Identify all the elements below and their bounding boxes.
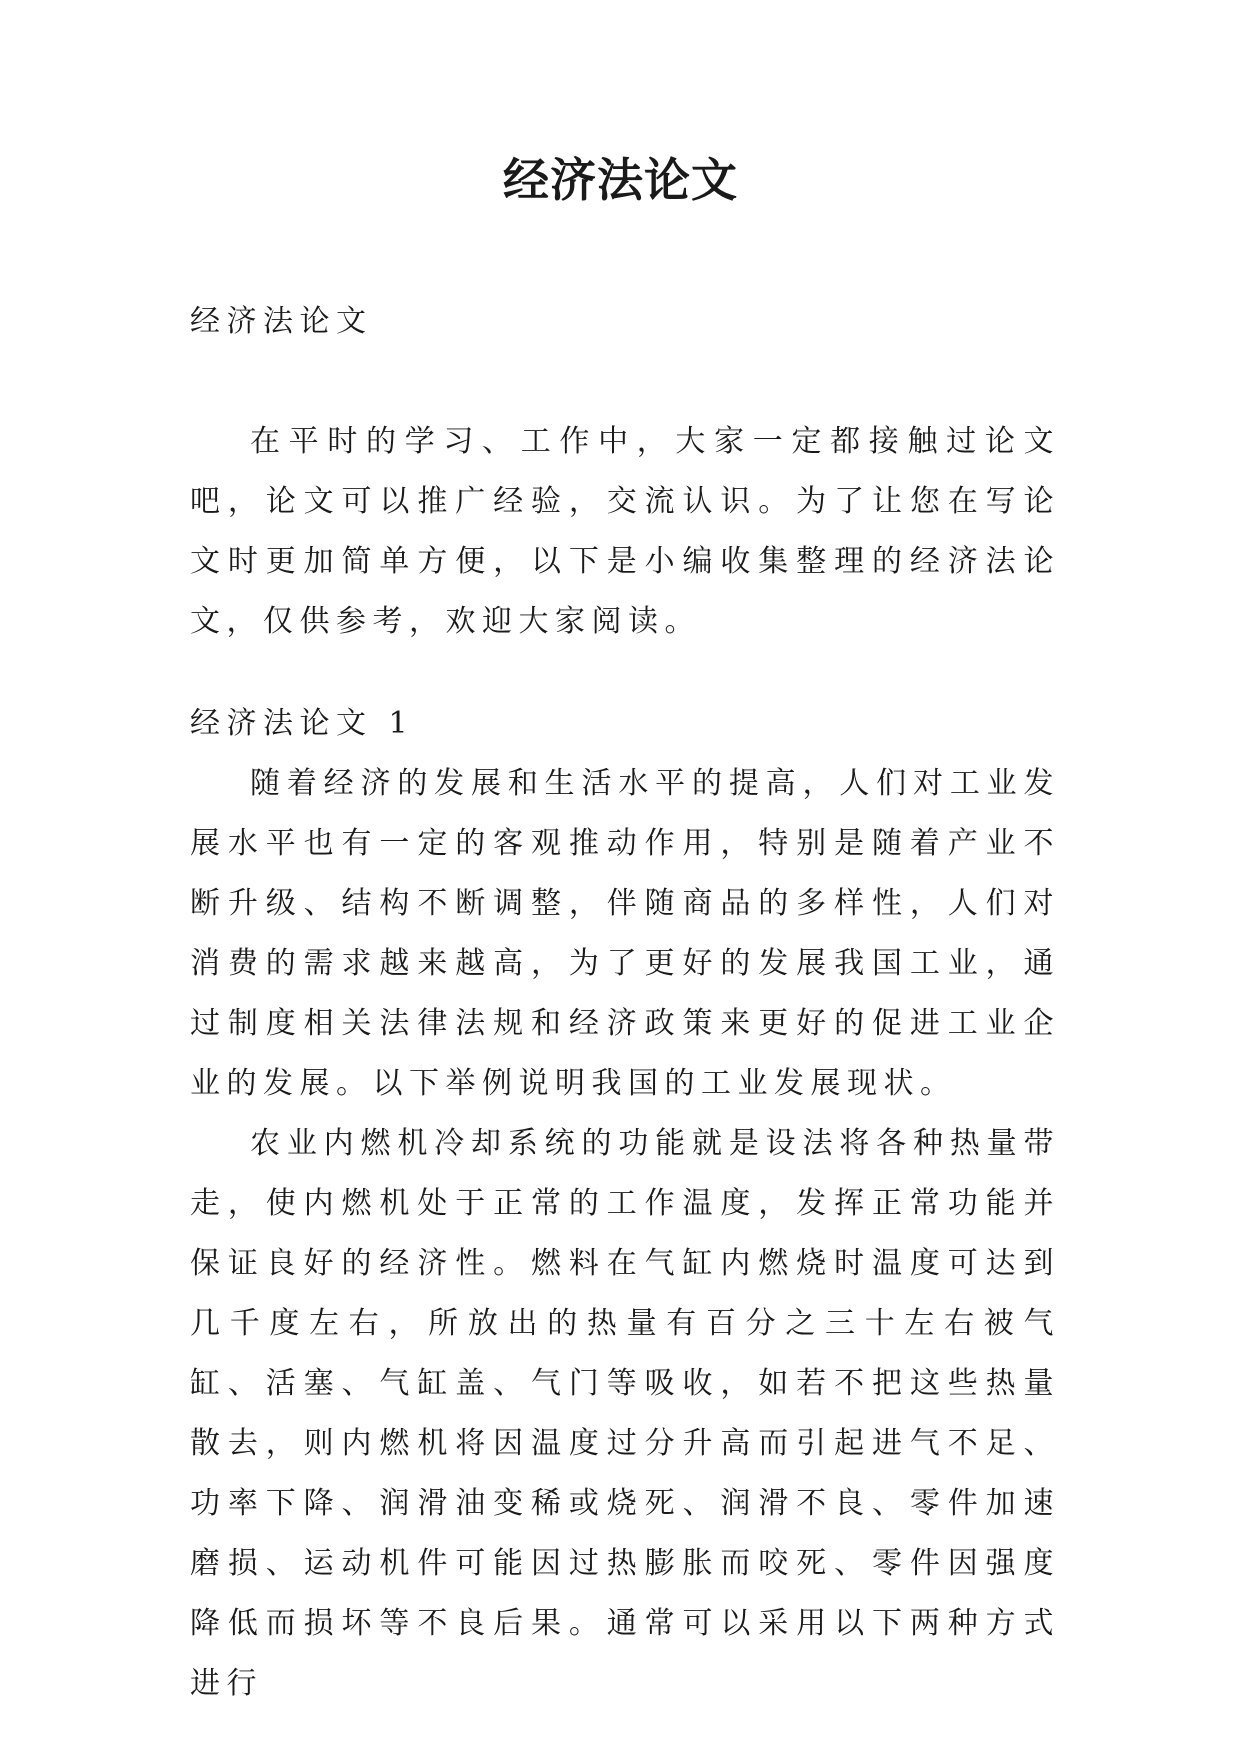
section-heading: 经济法论文 1 <box>190 706 415 741</box>
document-subtitle: 经济法论文 <box>190 304 373 339</box>
intro-paragraph: 在平时的学习、工作中，大家一定都接触过论文吧，论文可以推广经验，交流认识。为了让您在写论文时更加简单方便，以下是小编收集整理的经济法论文，仅供参考，欢迎大家阅读。 <box>190 424 1060 639</box>
document-title: 经济法论文 <box>503 153 738 207</box>
body-paragraph: 随着经济的发展和生活水平的提高，人们对工业发展水平也有一定的客观推动作用，特别是随着产业不断升级、结构不断调整，伴随商品的多样性，人们对消费的需求越来越高，为了更好的发展我国工业，通过制度相关法律法规和经济政策来更好的促进工业企业的发展。以下举例说明我国的工业发展现状。 <box>190 766 1060 1101</box>
document-body <box>190 292 1060 1714</box>
body-paragraph: 农业内燃机冷却系统的功能就是设法将各种热量带走，使内燃机处于正常的工作温度，发挥正常功能并保证良好的经济性。燃料在气缸内燃烧时温度可达到几千度左右，所放出的热量有百分之三十左右被气缸、活塞、气缸盖、气门等吸收，如若不把这些热量散去，则内燃机将因温度过分升高而引起进气不足、功率下降、润滑油变稀或烧死、润滑不良、零件加速磨损、运动机件可能因过热膨胀而咬死、零件因强度降低而损坏等不良后果。通常可以采用以下两种方式进行 <box>190 1126 1060 1701</box>
